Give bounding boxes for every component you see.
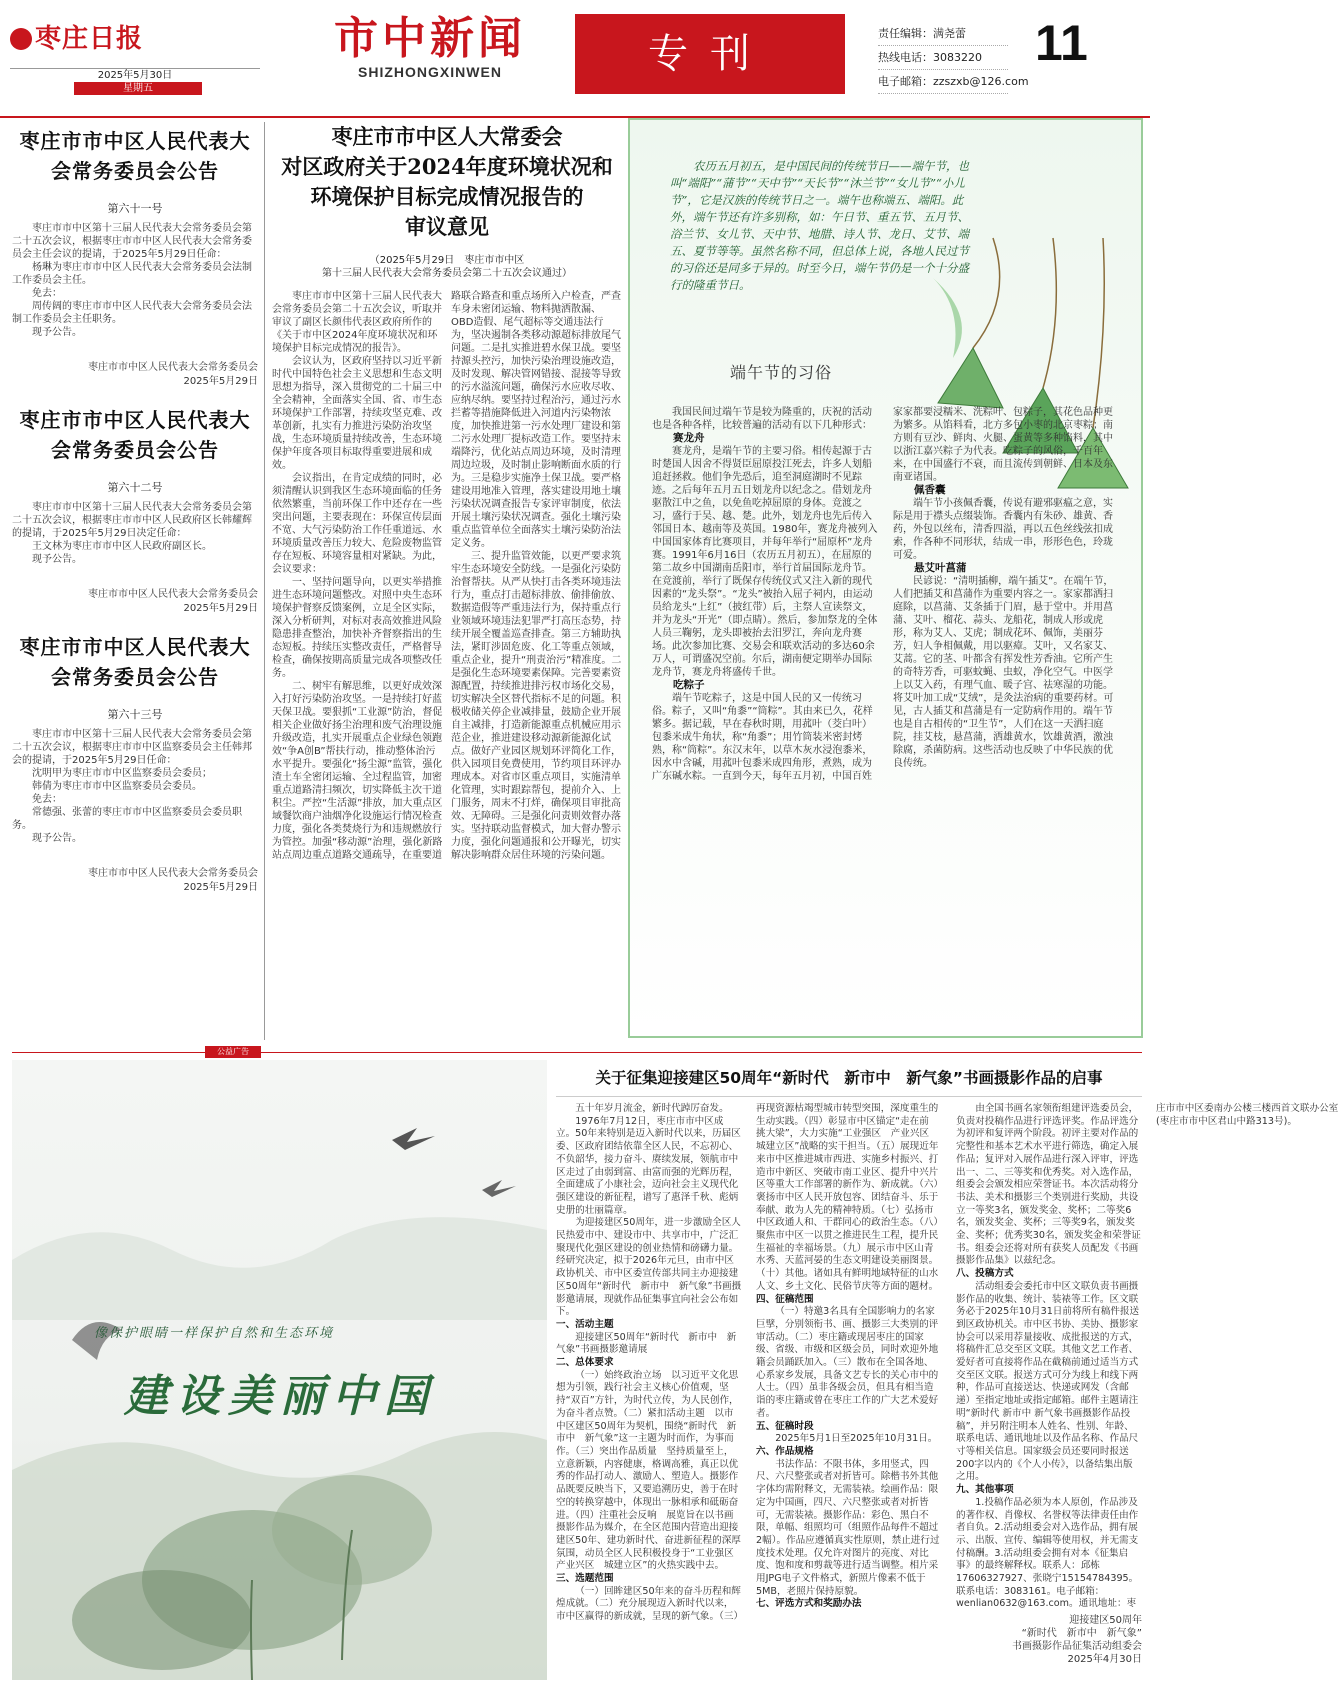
event-notice xyxy=(556,1066,1339,1665)
logo-emblem-icon xyxy=(10,28,32,50)
duanwu-paragraph: 我国民间过端午节是较为隆重的，庆祝的活动也是各种各样，比较普遍的活动有以下几种形式： xyxy=(652,407,872,431)
notice-paragraph: 杨琳为枣庄市市中区人民代表大会常务委员会法制工作委员会主任。 xyxy=(12,262,252,286)
opinion-article xyxy=(272,122,622,1060)
duanwu-intro: 农历五月初五，是中国民间的传统节日——端午节，也叫“端阳”“蒲节”“天中节”“天长节”“沐兰节”“女儿节”“小儿节”，它是汉族的传统节日之一。端午也称端五、端阳。此外，端午节还有许多别称，如：午日节、重五节、五月节、浴兰节、女儿节、天中节、地腊、诗人节、龙日、艾节、端五、夏节等等。虽然名称不同，但总体上说，各地人民过节的习俗还是同多于异的。时至今日，端午节仍是一个十分盛行的隆重节日。 xyxy=(670,159,969,292)
email[interactable]: 电子邮箱：zzszxb@126.com xyxy=(878,70,1008,94)
hotline: 热线电话：3083220 xyxy=(878,46,1008,70)
notice-paragraph: 常德强、张蕾的枣庄市市中区监察委员会委员职务。 xyxy=(12,807,242,831)
event-paragraph: 2025年5月1日至2025年10月31日。 xyxy=(775,1433,938,1445)
page-number: 11 xyxy=(1035,15,1088,71)
notice-signature: 枣庄市市中区人民代表大会常务委员会 2025年5月29日 xyxy=(88,589,258,614)
notices-column xyxy=(12,126,258,911)
event-paragraph: 1976年7月12日，枣庄市市中区成立。50年来特别是迈入新时代以来，历届区委、区政府团结依靠全区人民，不忘初心、不负韶华，接力奋斗、赓续发展，领航市中区走过了由弱到富、由富而强的光辉历程，全面建成了小康社会，迈向社会主义现代化强区建设的新征程，谱写了惠泽千秋、彪炳史册的壮丽篇章。 xyxy=(556,1115,741,1216)
duanwu-body xyxy=(652,406,1120,783)
notice-number: 第六十二号 xyxy=(107,481,163,494)
event-subheading: 七、评选方式和奖励办法 xyxy=(756,1598,862,1610)
duanwu-paragraph: 端午节吃粽子，这是中国人民的又一传统习俗。粽子，又叫“角黍”“筒粽”。其由来已久，花样繁多。据记载，早在春秋时期，用菰叶（茭白叶）包黍米成牛角状，称“角黍”；用竹筒装米密封烤熟，称“筒粽”。东汉末年，以草木灰水浸泡黍米，因水中含碱，用菰叶包黍米成四角形，煮熟，成为广东碱水粽。一直到今天，每年五月初，中国百姓家家都要浸糯米、洗粽叶、包粽子，其花色品种更为繁多。从馅料看，北方多包小枣的北京枣粽；南方则有豆沙、鲜肉、火腿、蛋黄等多种馅料，其中以浙江嘉兴粽子为代表。吃粽子的风俗，千百年来，在中国盛行不衰，而且流传到朝鲜、日本及东南亚诸国。 xyxy=(652,407,1113,782)
duanwu-subheading: 吃粽子 xyxy=(673,679,705,691)
brand-title: 市中新闻 xyxy=(334,13,526,64)
article-paragraph: 二、树牢有解思维，以更好成效深入打好污染防治攻坚。一是持续打好蓝天保卫战。要狠抓“工业源”防治，督促相关企业做好扬尘治理和废气治理设施升级改造，扎实开展重点企业绿色领跑效“争A创B”帮扶行动，推动整体治污水平提升。要强化“扬尘源”监管，强化渣土车全密闭运输、全过程监管，加密重点道路清扫频次，切实降低主次干道积尘。严控“生活源”排放，加大重点区域餐饮商户油烟净化设施运行情况检查力度，强化各类焚烧行为和违规燃放行为管控。加强“移动源”治理，强化新路站点周边重点道路交通疏导，在重要道路联合路查和重点场所入户检查，严查车身未密闭运输、物料抛洒散漏、OBD造假、尾气超标等交通违法行为，坚决遏制各类移动源超标排放尾气问题。二是扎实推进碧水保卫战。要坚持源头控污，加快污染治理设施改造，及时发现、解决管网错接、混接等导致的污水溢流问题，确保污水应收尽收、应纳尽纳。要坚持过程治污，通过污水拦蓄等措施降低进入河道内污染物浓度，加快推进第一污水处理厂建设和第二污水处理厂提标改造工作。要坚持末端降污，优化站点周边环境，及时清理周边垃圾，及时制止影响断面水质的行为。三是稳步实施净土保卫战。要严格建设用地准入管理，落实建设用地土壤污染状况调查报告专家评审制度，依法开展土壤污染状况调查。强化土壤污染重点监管单位全面落实土壤污染防治法定义务。 xyxy=(272,291,621,861)
notice-title: 枣庄市市中区人民代表大会常务委员会公告 xyxy=(19,408,251,462)
event-paragraph: 书法作品：不限书体，多用竖式，四尺、六尺整张或者对折皆可。除楷书外其他字体均需附释文，无需装裱。绘画作品：限定为中国画，四尺、六尺整张或者对折皆可，无需装裱。摄影作品：彩色、黑白不限，单幅、组照均可（组照作品每件不超过2幅）。作品应遵循真实性原则，禁止进行过度技术处理。仅允许对图片的亮度、对比度、饱和度和剪裁等进行适当调整。相片采用JPG电子文件格式，新照片像素不低于5MB，老照片保持原貌。 xyxy=(756,1458,940,1597)
notice-title: 枣庄市市中区人民代表大会常务委员会公告 xyxy=(19,635,251,689)
ad-headline: 建设美丽中国 xyxy=(124,1371,436,1422)
duanwu-subheading: 悬艾叶菖蒲 xyxy=(914,562,967,574)
event-paragraph: （一）回眸建区50年来的奋斗历程和辉煌成就。（二）充分展现迈入新时代以来，市中区赢得的新成就，呈现的新气象。（三）再现资源枯竭型城市转型突围，深度重生的生动实践。（四）彰显市中区锚定“走在前 挑大梁”，大力实施“工业强区 产业兴区 城建立区”战略的实干担当。（五）展现近年来市中区推进城市西进、实施乡村振兴、打造市中新区、突破市南工业区、提升中兴片区等重大工作部署的新作为、新成就。（六）褒扬市中区人民开放包容、团结奋斗、乐于奉献、敢为人先的精神特质。（七）弘扬市中区政通人和、干群同心的政治生态。（八）聚焦市中区一以贯之推进民生工程，提升民生福祉的幸福场景。（九）展示市中区山青水秀、天蓝河晏的生态文明建设美丽图景。（十）其他。诸如具有鲜明地域特征的山水人文、乡土文化、民俗节庆等方面的题材。 xyxy=(556,1103,939,1623)
article-paragraph: 三、提升监管效能，以更严要求筑牢生态环境安全防线。一是强化污染防治督帮扶。从严从快打击各类环境违法行为，重点打击超标排放、偷排偷放、数据造假等严重违法行为，保持重点行业领域环境违法犯罪严打高压态势，持续开展全覆盖巡查排查。第三方辅助执法，紧盯涉固危废、化工等重点领域，重点企业，提升“刑责治污”精准度。二是强化生态环境要素保障。完善要素资源配置，持续推进排污权市场化交易，切实解决全区替代指标不足的问题。积极收储关停企业减排量，鼓励企业开展自主减排，打造新能源重点机械应用示范企业，推进建设移动源新能源化试点。做好产业园区规划环评简化工作，供入园项目免费使用，节约项目环评办理成本。对省市区重点项目，实施清单化管理，实时跟踪帮包，提前介入、上门服务，周末不打烊，确保项目审批高效、无障碍。三是强化问责则效督办落实。坚持联动监督模式，加大督办警示力度，强化问题通报和公开曝光，切实解决影响群众居住环境的污染问题。 xyxy=(451,551,622,861)
notice-paragraph: 现予公告。 xyxy=(32,327,82,338)
event-subheading: 一、活动主题 xyxy=(556,1318,614,1330)
article-headline: 枣庄市市中区人大常委会 对区政府关于2024年度环境状况和 环境保护目标完成情况报告的 审议意见 xyxy=(281,124,613,239)
notice xyxy=(12,126,258,389)
article-paragraph: 枣庄市市中区第十三届人民代表大会常务委员会第二十五次会议，听取并审议了副区长颜伟代表区政府所作的《关于市中区2024年度环境状况和环境保护目标完成情况的报告》。 xyxy=(272,291,442,354)
public-ad-label: 公益广告 xyxy=(205,1046,261,1058)
notice-paragraph: 王文林为枣庄市市中区人民政府副区长。 xyxy=(32,541,212,552)
event-subheading: 二、总体要求 xyxy=(556,1357,614,1369)
notice-title: 枣庄市市中区人民代表大会常务委员会公告 xyxy=(19,129,251,183)
editor-label: 责任编辑：满尧蕾 xyxy=(878,22,1008,46)
event-paragraph: 由全国书画名家领衔组建评选委员会，负责对投稿作品进行评选评奖。作品评选分为初评和复评两个阶段。初评主要对作品的完整性和基本艺术水平进行筛选，确定入展作品；复评对入展作品进行深入评审，评选出一、二、三等奖和优秀奖。对入选作品，组委会会颁发相应荣誉证书。本次活动将分书法、美术和摄影三个类别进行奖励，共设立一等奖3名，颁发奖金、奖杯；二等奖6名，颁发奖金、奖杯；三等奖9名，颁发奖金、奖杯；优秀奖30名，颁发奖金和荣誉证书。组委会还将对所有获奖人员配发《书画摄影作品集》以兹纪念。 xyxy=(956,1103,1141,1267)
event-title: 关于征集迎接建区50周年“新时代 新市中 新气象”书画摄影作品的启事 xyxy=(556,1066,1142,1097)
duanwu-paragraph: 赛龙舟，是端午节的主要习俗。相传起源于古时楚国人因舍不得贤臣屈原投江死去，许多人划船追赶拯救。他们争先恐后，追至洞庭湖时不见踪迹。之后每年五月五日划龙舟以纪念之。借划龙舟驱散江中之鱼，以免鱼吃掉屈原的身体。竞渡之习，盛行于吴、越、楚。此外，划龙舟也先后传入邻国日本、越南等及英国。1980年，赛龙舟被列入中国国家体育比赛项目，并每年举行“屈原杯”龙舟赛。1991年6月16日（农历五月初五），在屈原的第二故乡中国湖南岳阳市，举行首届国际龙舟节。在竞渡前，举行了既保存传统仪式又注入新的现代因素的“龙头祭”。“龙头”被抬入屈子祠内，由运动员给龙头“上红”（披红带）后，主祭人宣读祭文，并为龙头“开光”（即点睛）。然后，参加祭龙的全体人员三鞠躬，龙头即被抬去汨罗江，奔向龙舟赛场。此次参加比赛、交易会和联欢活动的多达60余万人，可谓盛况空前。尔后，湖南便定期举办国际龙舟节，赛龙舟将盛传千世。 xyxy=(652,446,878,678)
issue-weekday: 星期五 xyxy=(74,82,202,95)
article-subtitle: （2025年5月29日 枣庄市市中区 第十三届人民代表大会常务委员会第二十五次会议通过） xyxy=(322,255,572,279)
event-paragraph: 1.投稿作品必须为本人原创，作品涉及的著作权、肖像权、名誉权等法律责任由作者自负。2.活动组委会对入选作品，拥有展示、出版、宣传、编辑等使用权，并无需支付稿酬。3.活动组委会拥有对本《征集启事》的最终解释权。联系人：邱栋17606327927、张晓宁15154784395。联系电话：3083161。电子邮箱：wenlian0632@163.com。通讯地址：枣庄市市中区委南办公楼三楼西首文联办公室(枣庄市市中区君山中路313号)。 xyxy=(956,1103,1339,1610)
notice-paragraph: 现予公告。 xyxy=(32,554,82,565)
event-subheading: 四、征稿范围 xyxy=(756,1293,814,1305)
brand-pinyin: SHIZHONGXINWEN xyxy=(358,64,502,80)
notice-paragraph: 沈明甲为枣庄市市中区监察委员会委员； xyxy=(32,768,212,779)
special-section-banner: 专刊 xyxy=(575,14,845,94)
column-divider xyxy=(264,122,265,1040)
duanwu-feature xyxy=(628,118,1143,1038)
article-paragraph: 会议认为，区政府坚持以习近平新时代中国特色社会主义思想和生态文明思想为指导，深入贯彻党的二十届三中全会精神，全面落实全国、省、市生态环境保护工作部署，持续攻坚克难、改革创新，扎实有力推进污染防治攻坚战，生态环境质量持续改善，生态环境保护年度各项目标取得重要进展和成效。 xyxy=(272,356,442,471)
article-body xyxy=(272,290,622,1060)
notice-paragraph: 现予公告。 xyxy=(32,833,82,844)
event-paragraph: 为迎接建区50周年，进一步激励全区人民热爱市中、建设市中、共享市中，广泛汇聚现代化强区建设的创业热情和磅礴力量。经研究决定，拟于2026年元旦，由市中区政协机关、市中区委宣传部共同主办迎接建区50周年“新时代 新市中 新气象”书画摄影邀请展，现就作品征集事宜向社会公布如下。 xyxy=(556,1217,742,1318)
event-subheading: 九、其他事项 xyxy=(956,1484,1014,1496)
notice xyxy=(12,405,258,616)
issue-date-box xyxy=(10,68,260,95)
section-divider xyxy=(12,1052,1142,1053)
notice-paragraph: 免去： xyxy=(32,288,62,299)
article-paragraph: 一、坚持问题导向，以更实举措推进生态环境问题整改。对照中央生态环境保护督察反馈案例，立足全区实际，深入分析研判，对标对表高效推进风险隐患排查整治，加快补齐督察指出的生态短板。持续压实整改责任，严格督导检查，确保按期高质量完成各项整改任务。 xyxy=(272,577,442,679)
duanwu-subheading: 赛龙舟 xyxy=(673,432,705,444)
event-paragraph: （一）始终政治立场 以习近平文化思想为引领，践行社会主义核心价值观，坚持“双百”方针，为时代立传，为人民创作，为奋斗者点赞。（二）紧扣活动主题 以市中区建区50周年为契机，围绕“新时代 新市中 新气象”这一主题为时而作，为事而作。（三）突出作品质量 坚持质量至上，立意新颖，内容健康，格调高雅，真正以优秀的作品打动人、激励人、塑造人。摄影作品既要反映当下，又要追溯历史，善于在时空的转换穿越中，体现出一脉相承和砥砺奋进。（四）注重社会反响 展览旨在以书画摄影作品为媒介，在全区范围内营造出迎接建区50年、建功新时代、奋进新征程的深厚氛围，动员全区人民积极投身于“工业强区 产业兴区 城建立区”的火热实践中去。 xyxy=(556,1369,744,1572)
duanwu-paragraph: 民谚说：“清明插柳，端午插艾”。在端午节，人们把插艾和菖蒲作为重要内容之一。家家都洒扫庭除，以菖蒲、艾条插于门眉，悬于堂中。并用菖蒲、艾叶、榴花、蒜头、龙船花，制成人形或虎形，称为艾人、艾虎；制成花环、佩饰，美丽芬芳，妇人争相佩戴，用以驱瘴。艾叶，又名家艾、艾蒿。它的茎、叶都含有挥发性芳香油。它所产生的奇特芳香，可驱蚊蝇、虫蚁，净化空气。中医学上以艾入药，有理气血、暖子宫、祛寒湿的功能。将艾叶加工成“艾绒”，是灸法治病的重要药材。可见，古人插艾和菖蒲是有一定防病作用的。端午节也是自古相传的“卫生节”，人们在这一天洒扫庭院，挂艾枝，悬菖蒲，洒雄黄水，饮雄黄酒，激浊除腐，杀菌防病。这些活动也反映了中华民族的优良传统。 xyxy=(893,576,1114,769)
event-paragraph: 活动组委会委托市中区文联负责书画摄影作品的收集、统计、装裱等工作。区文联务必于2025年10月31日前将所有稿件报送到区政协机关。市中区书协、美协、摄影家协会可以采用荐量接收、成批报送的方式，将稿件汇总交至区文联。其他文艺工作者、爱好者可直接将作品在截稿前通过适当方式交至区文联。报送方式可分为线上和线下两种，作品可直接送达、快递或网发（含邮递）至指定地址或指定邮箱。邮件主题请注明“新时代 新市中 新气象书画摄影作品投稿”，并另附注明本人姓名、性别、年龄、联系电话、通讯地址以及作品名称、作品尺寸等相关信息。国家级会员还要同时报送200字以内的《个人小传》，以备结集出版之用。 xyxy=(956,1280,1140,1483)
masthead xyxy=(0,0,1150,122)
notice-signature: 枣庄市市中区人民代表大会常务委员会 2025年5月29日 xyxy=(88,868,258,893)
event-paragraph: （一）特邀3名具有全国影响力的名家巨擘，分别领衔书、画、摄影三大类别的评审活动。（二）枣庄籍或现居枣庄的国家级、省级、市级和区级会员，同时欢迎外地籍会员踊跃加入。（三）散布在全国各地、心系家乡发展，具备文艺专长的关心市中的人士。（四）虽非各级会员，但具有相当造诣的枣庄籍或曾在枣庄工作的广大艺术爱好者。 xyxy=(756,1306,939,1419)
notice-paragraph: 枣庄市市中区第十三届人民代表大会常务委员会第二十五次会议，根据枣庄市市中区人民代表大会常务委员会主任会议的提请，于2025年5月29日任命： xyxy=(12,223,252,260)
duanwu-title: 端午节的习俗 xyxy=(730,363,833,382)
notice-paragraph: 韩倩为枣庄市市中区监察委员会委员。 xyxy=(32,781,202,792)
event-signature: 迎接建区50周年 “新时代 新市中 新气象” 书画摄影作品征集活动组委会 2025年4月30日 xyxy=(1012,1615,1142,1665)
event-paragraph: 迎接建区50周年“新时代 新市中 新气象”书画摄影邀请展 xyxy=(556,1331,737,1356)
duanwu-subheading: 佩香囊 xyxy=(914,484,946,496)
issue-date: 2025年5月30日 xyxy=(97,70,173,81)
notice-paragraph: 枣庄市市中区第十三届人民代表大会常务委员会第二十五次会议，根据枣庄市市中区人民政府区长韩耀辉的提请，于2025年5月29日决定任命： xyxy=(12,502,252,539)
editor-info xyxy=(878,22,1029,94)
duanwu-paragraph: 端午节小孩佩香囊，传说有避邪驱瘟之意，实际是用于襟头点缀装饰。香囊内有朱砂、雄黄、香药，外包以丝布，清香四溢，再以五色丝线弦扣成索，作各种不同形状，结成一串，形形色色，玲珑可爱。 xyxy=(893,498,1113,561)
notice xyxy=(12,632,258,895)
section-brand xyxy=(330,14,530,80)
notice-paragraph: 枣庄市市中区第十三届人民代表大会常务委员会第二十五次会议，根据枣庄市市中区监察委员会主任韩邦会的提请，于2025年5月29日任命： xyxy=(12,729,252,766)
article-paragraph: 会议指出，在肯定成绩的同时，必须清醒认识到我区生态环境面临的任务依然繁重，当前环保工作中还存在一些突出问题，主要表现在：环保宣传层面不宽、大气污染防治工作任重道远、水环境质量改善压力较大、危险废物监管存在短板、环境容量相对紧缺。为此，会议要求： xyxy=(272,473,442,575)
event-subheading: 六、作品规格 xyxy=(756,1445,814,1457)
event-subheading: 八、投稿方式 xyxy=(956,1268,1014,1280)
notice-signature: 枣庄市市中区人民代表大会常务委员会 2025年5月29日 xyxy=(88,362,258,387)
event-paragraph: 五十年岁月流金，新时代踔厉奋发。 xyxy=(575,1103,729,1114)
newspaper-logo[interactable]: 枣庄日报 xyxy=(10,18,143,55)
notice-paragraph: 周传阔的枣庄市市中区人民代表大会常务委员会法制工作委员会主任职务。 xyxy=(12,301,252,325)
notice-number: 第六十三号 xyxy=(107,708,163,721)
notice-paragraph: 免去： xyxy=(32,794,62,805)
event-subheading: 三、选题范围 xyxy=(556,1573,614,1585)
ad-slogan: 像保护眼睛一样保护自然和生态环境 xyxy=(94,1326,335,1341)
notice-number: 第六十一号 xyxy=(107,202,163,215)
event-body xyxy=(556,1103,1339,1631)
public-service-ad xyxy=(12,1060,547,1680)
event-subheading: 五、征稿时段 xyxy=(756,1420,814,1432)
